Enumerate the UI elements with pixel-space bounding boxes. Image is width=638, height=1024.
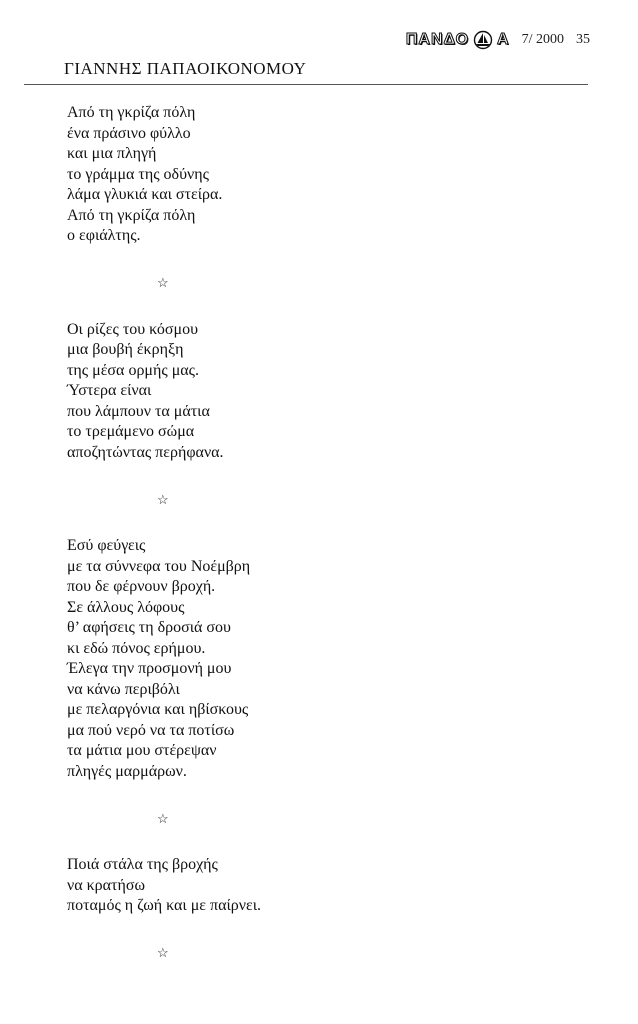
poem-line: κι εδώ πόνος ερήμου. [67, 639, 206, 657]
logo-text-right: Α [497, 31, 510, 48]
poem-line: μια βουβή έκρηξη [67, 341, 184, 358]
author-name: ΓΙΑΝΝΗΣ ΠΑΠΑΟΙΚΟΝΟΜΟΥ [64, 59, 307, 78]
poem-line: το γράμμα της οδύνης [67, 165, 209, 183]
issue-number: 7/ 2000 [521, 32, 564, 47]
stanza [67, 320, 587, 464]
poem-line: να κάνω περιβόλι [67, 680, 180, 698]
star-separator [67, 463, 587, 536]
star-icon: ☆ [157, 945, 169, 960]
logo-text-left: ΠΑΝΔΟ [405, 31, 470, 48]
poem-line: της μέσα ορμής μας. [67, 361, 199, 379]
poem-line: να κρατήσω [67, 876, 145, 894]
poem-line: Εσύ φεύγεις [67, 537, 146, 554]
poem-line: Σε άλλους λόφους [67, 598, 185, 616]
magazine-logo [406, 30, 510, 50]
poem-line: Έλεγα την προσμονή μου [67, 660, 232, 677]
poem-line: τα μάτια μου στέρεψαν [67, 742, 217, 759]
star-separator [67, 782, 587, 855]
page-header [406, 30, 590, 50]
poem-line: Από τη γκρίζα πόλη [67, 104, 196, 121]
page-number: 35 [576, 32, 590, 47]
poem-line: αποζητώντας περήφανα. [67, 443, 224, 461]
star-icon: ☆ [157, 491, 169, 507]
sailboat-logo-icon [473, 30, 493, 50]
poem-line: ένα πράσινο φύλλο [67, 124, 191, 142]
header-divider [24, 84, 588, 85]
poem-line: και μια πληγή [67, 145, 157, 162]
poem-line: που δε φέρνουν βροχή. [67, 578, 216, 595]
poem-line: Ποιά στάλα της βροχής [67, 856, 218, 873]
poem-body [67, 103, 587, 990]
poem-line: που λάμπουν τα μάτια [67, 402, 210, 420]
poem-line: μα πού νερό να τα ποτίσω [67, 721, 235, 739]
poem-line: λάμα γλυκιά και στείρα. [67, 186, 223, 203]
star-separator [67, 247, 587, 320]
stanza [67, 536, 587, 782]
poem-line: Από τη γκρίζα πόλη [67, 206, 196, 224]
poem-line: Ύστερα είναι [67, 382, 152, 399]
poem-line: με πελαργόνια και ηβίσκους [67, 701, 249, 718]
poem-line: το τρεμάμενο σώμα [67, 423, 195, 440]
poem-line: με τα σύννεφα του Νοέμβρη [67, 557, 251, 575]
poem-line: ποταμός η ζωή και με παίρνει. [67, 897, 262, 914]
stanza [67, 103, 587, 247]
poem-line: πληγές μαρμάρων. [67, 762, 187, 780]
poem-line: Οι ρίζες του κόσμου [67, 320, 199, 338]
star-icon: ☆ [157, 810, 169, 826]
star-icon: ☆ [157, 275, 169, 290]
poem-line: θ’ αφήσεις τη δροσιά σου [67, 619, 231, 636]
stanza [67, 855, 587, 917]
star-separator [67, 917, 587, 990]
poem-line: ο εφιάλτης. [67, 227, 141, 244]
